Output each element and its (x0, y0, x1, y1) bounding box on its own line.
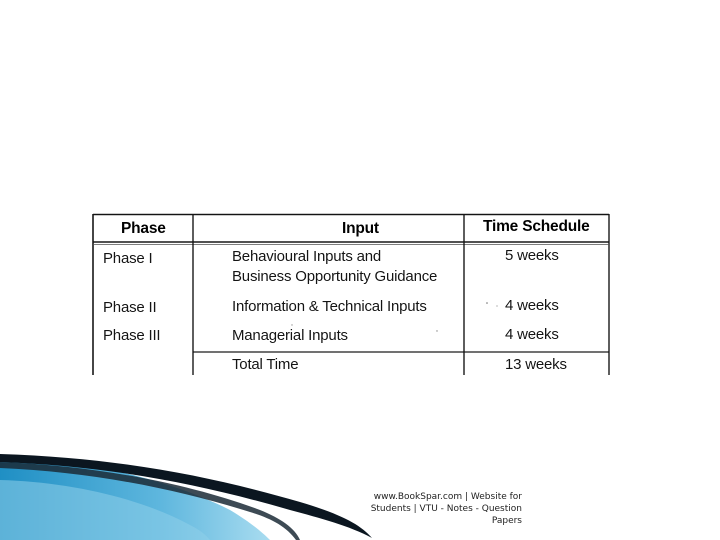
header-input: Input (342, 220, 379, 237)
row-phase-3: Phase III (103, 327, 161, 344)
row-phase-1: Phase I (103, 250, 153, 267)
row-input-1-line1: Behavioural Inputs and (232, 248, 382, 265)
header-phase: Phase (121, 220, 166, 237)
row-time-1: 5 weeks (505, 247, 559, 264)
total-label: Total Time (232, 356, 299, 373)
total-time: 13 weeks (505, 356, 567, 373)
row-input-2: Information & Technical Inputs (232, 298, 427, 315)
row-time-2: 4 weeks (505, 297, 559, 314)
row-phase-2: Phase II (103, 299, 157, 316)
row-input-1-line2: Business Opportunity Guidance (232, 268, 438, 285)
header-time-schedule: Time Schedule (483, 218, 590, 235)
phase-schedule-table (92, 213, 610, 375)
row-time-3: 4 weeks (505, 326, 559, 343)
row-input-3: Managerial Inputs (232, 327, 348, 344)
footer-credit: www.BookSpar.com | Website for Students | VTU - Notes - Question Papers (370, 492, 522, 526)
